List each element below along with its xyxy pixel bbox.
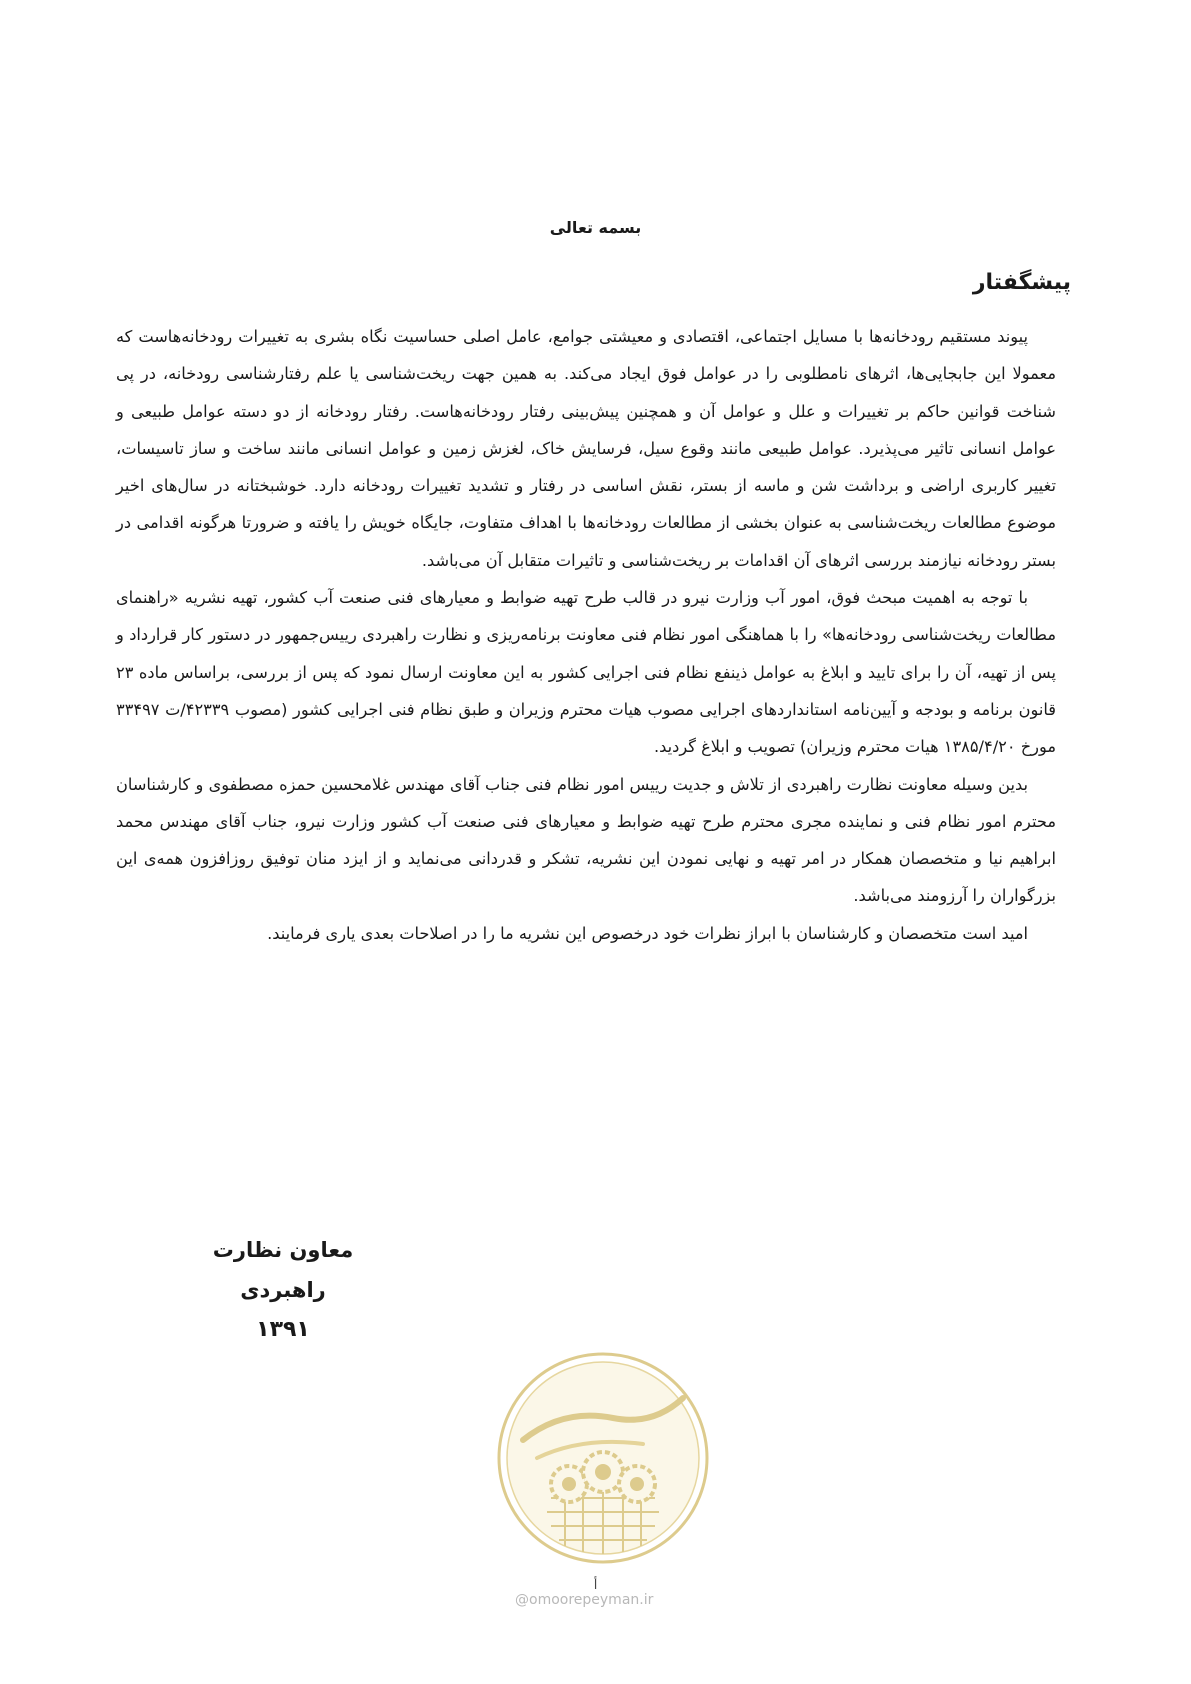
basmala: بسمه تعالی <box>549 218 642 237</box>
signature-title: معاون نظارت راهبردی <box>212 1238 354 1302</box>
paragraph-4: امید است متخصصان و کارشناسان با ابراز نظرات خود درخصوص این نشریه ما را در اصلاحات بعدی یاری فرمایند. <box>267 923 1028 943</box>
paragraph-2: با توجه به اهمیت مبحث فوق، امور آب وزارت نیرو در قالب طرح تهیه ضوابط و معیارهای فنی صنعت آب کشور، تهیه نشریه «راهنمای مطالعات ریخت‌شناسی رودخانه‌ها» را با هماهنگی امور نظام فنی معاونت برنامه‌ریزی و نظارت راهبردی رییس‌جمهور در دستور کار قرارداد و پس از تهیه، آن را برای تایید و ابلاغ به عوامل ذینفع نظام فنی اجرایی کشور به این معاونت ارسال نمود که پس از بررسی، براساس ماده ۲۳ قانون برنامه و بودجه و آیین‌نامه استانداردهای اجرایی مصوب هیات محترم وزیران و طبق نظام فنی اجرایی کشور (مصوب ۴۲۳۳۹/ت ۳۳۴۹۷ مورخ ۱۳۸۵/۴/۲۰ هیات محترم وزیران) تصویب و ابلاغ گردید. <box>116 588 1056 757</box>
signature-block <box>178 1230 388 1350</box>
body-text <box>116 318 1056 952</box>
watermark-site: @omoorepeyman.ir <box>515 1592 654 1608</box>
signature-year: ۱۳۹۱ <box>256 1317 310 1342</box>
page-number: أ <box>593 1578 598 1593</box>
paragraph-1: پیوند مستقیم رودخانه‌ها با مسایل اجتماعی، اقتصادی و معیشتی جوامع، عامل اصلی حساسیت نگاه بشری به تغییرات رودخانه‌هاست که معمولا این جابجایی‌ها، اثرهای نامطلوبی را در عوامل فوق ایجاد می‌کند. به همین جهت ریخت‌شناسی یا علم رفتارشناسی رودخانه، در پی شناخت قوانین حاکم بر تغییرات و علل و عوامل آن و همچنین پیش‌بینی رفتار رودخانه‌هاست. رفتار رودخانه از دو دسته عوامل طبیعی و عوامل انسانی تاثیر می‌پذیرد. عوامل طبیعی مانند وقوع سیل، فرسایش خاک، لغزش زمین و عوامل انسانی مانند ساخت و ساز تاسیسات، تغییر کاربری اراضی و برداشت شن و ماسه از بستر، نقش اساسی در رفتار و تشدید تغییرات رودخانه دارد. خوشبختانه در سال‌های اخیر موضوع مطالعات ریخت‌شناسی به عنوان بخشی از مطالعات رودخانه‌ها با اهداف متفاوت، جایگاه خویش را یافته و ضرورتا هرگونه اقدامی در بستر رودخانه نیازمند بررسی اثرهای آن اقدامات بر ریخت‌شناسی و تاثیرات متقابل آن می‌باشد. <box>116 327 1056 570</box>
paragraph-3: بدین وسیله معاونت نظارت راهبردی از تلاش و جدیت رییس امور نظام فنی جناب آقای مهندس غلامحسین حمزه مصطفوی و کارشناسان محترم امور نظام فنی و نماینده مجری محترم طرح تهیه ضوابط و معیارهای فنی صنعت آب کشور وزارت نیرو، جناب آقای مهندس محمد ابراهیم نیا و متخصصان همکار در امر تهیه و نهایی نمودن این نشریه، تشکر و قدردانی می‌نماید و از ایزد منان توفیق روزافزون همه‌ی این بزرگواران را آرزومند می‌باشد. <box>116 774 1056 906</box>
page-heading: پیشگفتار <box>972 270 1071 295</box>
watermark-logo-icon <box>493 1348 713 1568</box>
